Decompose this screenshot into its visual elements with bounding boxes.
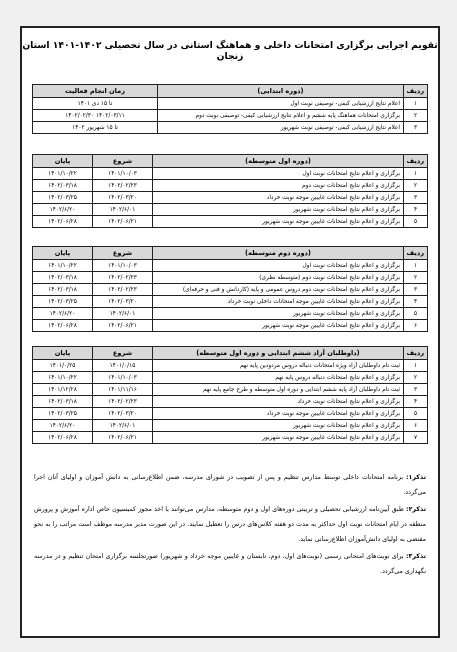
row-start: ۱۴۰۲/۶/۰۱	[93, 420, 153, 432]
row-start: ۱۴۰۲/۰۲/۲۳	[93, 284, 153, 296]
row-end: ۱۴۰۲/۰۳/۱۸	[33, 396, 93, 408]
table-row	[33, 204, 428, 216]
row-start: ۱۴۰۲/۰۲/۲۳	[93, 396, 153, 408]
row-title: برگزاری و اعلام نتایج امتحانات نوبت اول	[153, 168, 404, 180]
header-cell: ردیف	[404, 247, 428, 260]
row-end: ۱۴۰۲/۰۳/۱۸	[33, 272, 93, 284]
header-cell: (داوطلبان آزاد ششم ابتدایی و دوره اول متوسطه)	[153, 347, 404, 360]
row-title: برگزاری و اعلام نتایج امتحانات نوبت دوم	[153, 180, 404, 192]
row-start: ۱۴۰۱/۱۰/۰۳	[93, 260, 153, 272]
row-title: برگزاری و اعلام نتایج امتحانات غایبین موجه نوبت خرداد	[153, 408, 404, 420]
row-title: برگزاری و اعلام نتایج امتحانات نوبت دوم دروس عمومی و پایه (کاردانش و فنی و حرفه‌ای)	[153, 284, 404, 296]
row-number: ۴	[404, 396, 428, 408]
row-end: ۱۴۰۲/۰۳/۲۵	[33, 296, 93, 308]
header-cell: زمان انجام فعالیت	[33, 85, 158, 98]
lower-secondary-table	[32, 154, 428, 228]
table-row	[33, 420, 428, 432]
row-number: ۳	[404, 384, 428, 396]
row-end: ۱۴۰۲/۰۳/۲۵	[33, 192, 93, 204]
row-start: ۱۴۰۱/۱۱/۱۶	[93, 384, 153, 396]
header-cell: ردیف	[404, 155, 428, 168]
row-end: ۱۴۰۲/۰۳/۲۵	[33, 408, 93, 420]
table-row	[33, 372, 428, 384]
table-header	[33, 347, 428, 360]
row-start: ۱۴۰۱/۰/۱۵	[93, 360, 153, 372]
table-row	[33, 308, 428, 320]
page-title: تقویم اجرایی برگزاری امتحانات داخلی و هماهنگ استانی در سال تحصیلی ۱۴۰۲-۱۴۰۱ استان زنجان	[22, 40, 438, 62]
row-number: ۴	[404, 296, 428, 308]
table-row	[33, 122, 428, 134]
row-number: ۲	[404, 180, 428, 192]
note-3	[34, 549, 426, 579]
row-end: ۱۴۰۲/۰۶/۲۸	[33, 432, 93, 444]
row-number: ۲	[404, 110, 428, 122]
table-header	[33, 155, 428, 168]
header-cell: شروع	[93, 347, 153, 360]
row-start: ۱۴۰۲/۰۶/۲۱	[93, 320, 153, 332]
row-number: ۶	[404, 320, 428, 332]
row-end: ۱۴۰۱/۱۰/۲۲	[33, 372, 93, 384]
row-title: برگزاری و اعلام نتایج امتحانات نوبت خرداد	[153, 396, 404, 408]
note-text: برای نوبت‌های امتحانی رسمی (نوبت‌های اول، دوم، تابستان و غایبین موجه خرداد و شهریور) صورتجلسه برگزاری امتحان تنظیم و در مدرسه نگهداری می‌گردد.	[34, 553, 426, 575]
table-row	[33, 432, 428, 444]
row-title: برگزاری و اعلام نتایج امتحانات نوبت شهریور	[153, 204, 404, 216]
row-number: ۲	[404, 272, 428, 284]
row-title: برگزاری و اعلام نتایج امتحانات دنباله دروس پایه نهم	[153, 372, 404, 384]
note-label: تذکر۳:	[406, 553, 426, 560]
header-cell: پایان	[33, 155, 93, 168]
header-cell: ردیف	[404, 347, 428, 360]
table-row	[33, 360, 428, 372]
row-start: ۱۴۰۱/۱۰/۰۳	[93, 168, 153, 180]
table-row	[33, 272, 428, 284]
row-title: ثبت نام داوطلبان آزاد پایه ششم ابتدایی و دوره اول متوسطه و طرح جامع پایه نهم	[153, 384, 404, 396]
table-row	[33, 408, 428, 420]
table-row	[33, 168, 428, 180]
table-row	[33, 396, 428, 408]
row-title: ثبت نام داوطلبان آزاد ویژه امتحانات دنباله دروس مردودین پایه نهم	[153, 360, 404, 372]
row-number: ۱	[404, 260, 428, 272]
table-row	[33, 216, 428, 228]
upper-secondary-table	[32, 246, 428, 332]
row-start: ۱۴۰۲/۰۶/۲۱	[93, 432, 153, 444]
row-end: ۱۴۰۲/۰۶/۲۸	[33, 216, 93, 228]
note-text: برنامه امتحانات داخلی توسط مدارس تنظیم و پس از تصویب در شورای مدرسه، ضمن اطلاع‌رسانی به دانش آموزان و اولیای آنان اجرا می‌گردد.	[34, 474, 426, 496]
header-cell: پایان	[33, 347, 93, 360]
row-end: ۱۴۰۲/۶/۲۰	[33, 308, 93, 320]
row-number: ۵	[404, 216, 428, 228]
row-title: برگزاری و اعلام نتایج امتحانات نوبت شهریور	[153, 308, 404, 320]
row-start: ۱۴۰۲/۰۳/۲۰	[93, 192, 153, 204]
note-text: طبق آیین‌نامه ارزشیابی تحصیلی و تربیتی دوره‌های اول و دوم متوسطه، مدارس می‌توانند با اخذ مجوز کمیسیون خاص اداره آموزش و پرورش منطقه در ایام امتحانات نوبت اول حداکثر به مدت دو هفته کلاس‌های درس را تعطیل نمایند. در این صورت مدیر مدرسه موظف است مراتب را به نحو مقتضی به اولیای دانش‌آموزان اطلاع‌رسانی نماید.	[34, 506, 426, 543]
table-row	[33, 296, 428, 308]
elementary-table	[32, 84, 428, 134]
header-cell: (دوره ابتدایی)	[158, 85, 404, 98]
row-end: ۱۴۰۲/۶/۲۰	[33, 204, 93, 216]
row-title: برگزاری و اعلام نتایج امتحانات غایبین موجه نوبت شهریور	[153, 320, 404, 332]
independent-candidates-table	[32, 346, 428, 444]
table-row	[33, 180, 428, 192]
notes-section	[34, 470, 426, 581]
note-label: تذکر۲:	[406, 506, 426, 513]
row-title: برگزاری و اعلام نتایج امتحانات نوبت دوم (متوسطه نظری)	[153, 272, 404, 284]
row-number: ۴	[404, 204, 428, 216]
row-number: ۱	[404, 98, 428, 110]
note-1	[34, 470, 426, 500]
row-number: ۲	[404, 372, 428, 384]
table-row	[33, 384, 428, 396]
row-title: اعلام نتایج ارزشیابی کیفی- توصیفی نوبت اول	[158, 98, 404, 110]
row-end: ۱۴۰۲/۰۶/۲۸	[33, 320, 93, 332]
note-2	[34, 502, 426, 547]
row-start: ۱۴۰۲/۰۳/۲۰	[93, 408, 153, 420]
row-end: ۱۴۰۲/۰۳/۱۸	[33, 284, 93, 296]
row-start: ۱۴۰۲/۰۶/۲۱	[93, 216, 153, 228]
row-number: ۶	[404, 420, 428, 432]
row-start: ۱۴۰۲/۶/۰۱	[93, 204, 153, 216]
header-cell: شروع	[93, 155, 153, 168]
header-cell: شروع	[93, 247, 153, 260]
row-time: ۱۴۰۲/۰۳/۱۱ ۱۴۰۲/۰۲/۳۰	[33, 110, 158, 122]
row-title: برگزاری و اعلام نتایج امتحانات نوبت شهریور	[153, 420, 404, 432]
row-number: ۱	[404, 360, 428, 372]
row-number: ۵	[404, 408, 428, 420]
row-start: ۱۴۰۲/۶/۰۱	[93, 308, 153, 320]
row-title: برگزاری و اعلام نتایج امتحانات غایبین موجه نوبت خرداد	[153, 192, 404, 204]
row-start: ۱۴۰۲/۰۲/۲۳	[93, 180, 153, 192]
header-cell: (دوره دوم متوسطه)	[153, 247, 404, 260]
row-time: تا ۱۵ دی ۱۴۰۱	[33, 98, 158, 110]
row-number: ۳	[404, 122, 428, 134]
row-end: ۱۴۰۱/۱۰/۲۲	[33, 168, 93, 180]
row-number: ۱	[404, 168, 428, 180]
row-start: ۱۴۰۱/۱۰/۰۳	[93, 372, 153, 384]
table-row	[33, 192, 428, 204]
table-row	[33, 98, 428, 110]
row-title: برگزاری و اعلام نتایج امتحانات نوبت اول	[153, 260, 404, 272]
header-cell: ردیف	[404, 85, 428, 98]
table-row	[33, 260, 428, 272]
table-header	[33, 247, 428, 260]
row-end: ۱۴۰۲/۰۳/۱۸	[33, 180, 93, 192]
row-number: ۳	[404, 284, 428, 296]
row-title: برگزاری و اعلام نتایج امتحانات غایبین موجه نوبت شهریور	[153, 216, 404, 228]
row-title: اعلام نتایج ارزشیابی کیفی- توصیفی نوبت شهریور	[158, 122, 404, 134]
table-row	[33, 110, 428, 122]
table-row	[33, 320, 428, 332]
row-title: برگزاری و اعلام نتایج امتحانات غایبین موجه نوبت شهریور	[153, 432, 404, 444]
row-end: ۱۴۰۲/۶/۲۰	[33, 420, 93, 432]
row-start: ۱۴۰۲/۰۳/۲۰	[93, 296, 153, 308]
note-label: تذکر۱:	[406, 474, 426, 481]
row-number: ۳	[404, 192, 428, 204]
row-start: ۱۴۰۲/۰۲/۲۳	[93, 272, 153, 284]
table-row	[33, 284, 428, 296]
row-end: ۱۴۰۱/۱۰/۲۲	[33, 260, 93, 272]
row-number: ۷	[404, 432, 428, 444]
row-title: برگزاری امتحانات هماهنگ پایه ششم و اعلام نتایج ارزشیابی کیفی- توصیفی نوبت دوم	[158, 110, 404, 122]
header-cell: (دوره اول متوسطه)	[153, 155, 404, 168]
row-title: برگزاری و اعلام نتایج امتحانات غایبین موجه امتحانات داخلی نوبت خرداد	[153, 296, 404, 308]
row-time: تا ۱۵ شهریور ۱۴۰۲	[33, 122, 158, 134]
document-page	[20, 26, 440, 638]
table-header	[33, 85, 428, 98]
row-number: ۵	[404, 308, 428, 320]
row-end: ۱۴۰۱/۰/۲۵	[33, 360, 93, 372]
header-cell: پایان	[33, 247, 93, 260]
row-end: ۱۴۰۱/۱۲/۲۸	[33, 384, 93, 396]
